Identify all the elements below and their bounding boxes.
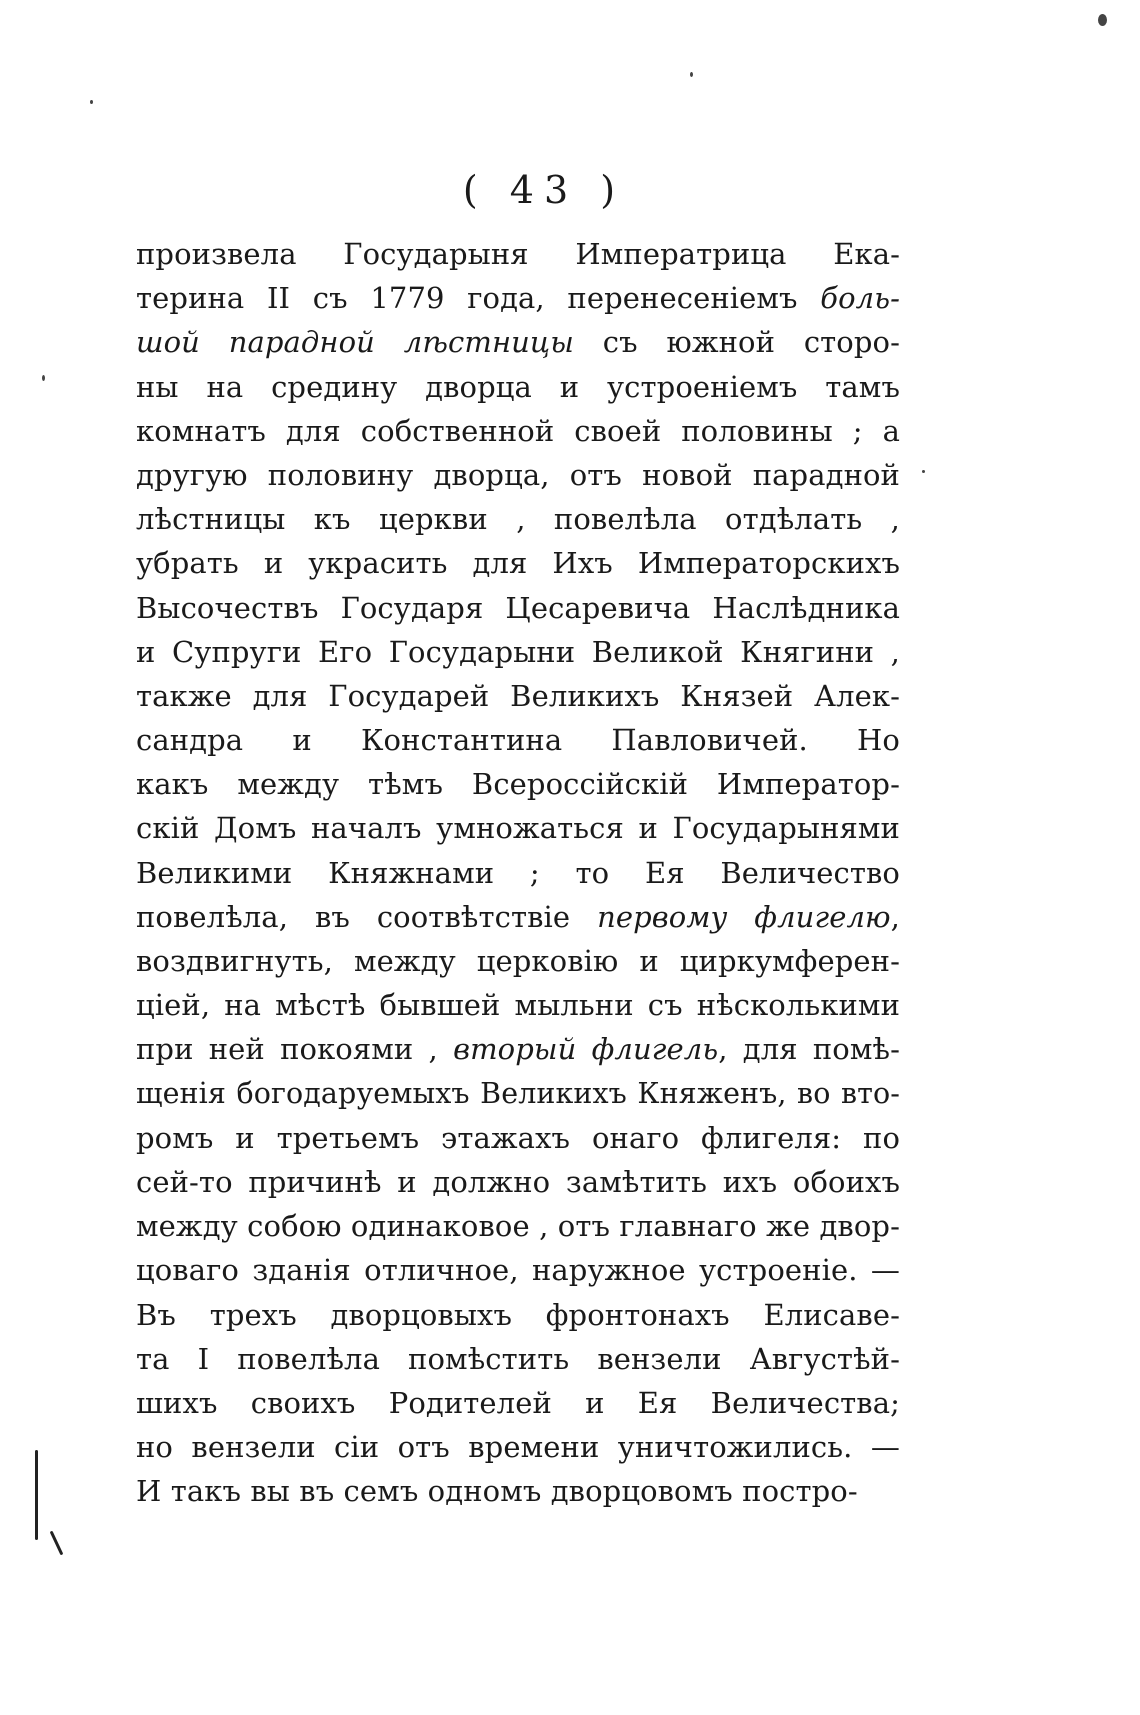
text-segment: при ней покоями ,	[136, 1032, 454, 1067]
text-segment: лѣстницы къ церкви , повелѣла отдѣлать ,	[136, 502, 900, 537]
text-segment: убрать и украсить для Ихъ Императорскихъ	[136, 546, 900, 581]
ink-speck	[1098, 14, 1107, 26]
text-segment: какъ между тѣмъ Всероссійскій Император-	[136, 767, 900, 802]
text-segment: ромъ и третьемъ этажахъ онаго флигеля: по	[136, 1120, 900, 1155]
text-line	[136, 1293, 900, 1337]
text-line	[136, 409, 900, 453]
text-line	[136, 1116, 900, 1160]
text-segment: И такъ вы въ семъ одномъ дворцовомъ постро-	[136, 1474, 858, 1509]
text-line	[136, 851, 900, 895]
text-segment: съ южной сторо-	[573, 325, 900, 360]
text-segment: Высочествъ Государя Цесаревича Наслѣдника	[136, 590, 900, 625]
text-line	[136, 1248, 900, 1292]
text-segment: Великими Княжнами ; то Ея Величество	[136, 855, 900, 890]
text-segment: но вензели сіи отъ времени уничтожились. —	[136, 1430, 900, 1465]
text-line	[136, 1027, 900, 1071]
text-line	[136, 718, 900, 762]
ink-speck	[90, 100, 93, 104]
italic-text: шой парадной лѣстницы	[136, 325, 574, 360]
text-segment: повелѣла, въ соотвѣтствіе	[136, 899, 598, 934]
ink-speck	[42, 375, 45, 381]
text-line	[136, 1160, 900, 1204]
text-line	[136, 541, 900, 585]
text-segment: скій Домъ началъ умножаться и Государынями	[136, 811, 900, 846]
text-segment: ,	[890, 899, 900, 934]
text-line	[136, 586, 900, 630]
text-segment: произвела Государыня Императрица Ека-	[136, 237, 900, 271]
text-segment: ны на средину дворца и устроеніемъ тамъ	[136, 369, 900, 404]
text-segment: также для Государей Великихъ Князей Алек-	[136, 678, 900, 713]
text-line	[136, 806, 900, 850]
ink-speck	[922, 470, 925, 473]
text-line	[136, 497, 900, 541]
page-number: ( 43 )	[462, 168, 626, 212]
text-segment: Въ трехъ дворцовыхъ фронтонахъ Елисаве-	[136, 1297, 900, 1332]
text-line	[136, 232, 900, 276]
text-line	[136, 365, 900, 409]
text-line	[136, 895, 900, 939]
binding-edge-mark	[35, 1450, 38, 1540]
text-segment: комнатъ для собственной своей половины ; а	[136, 413, 900, 448]
text-line	[136, 453, 900, 497]
text-line	[136, 1425, 900, 1469]
italic-text: боль-	[820, 281, 900, 316]
text-line	[136, 762, 900, 806]
text-line	[136, 1204, 900, 1248]
text-segment: та I повелѣла помѣстить вензели Августѣй-	[136, 1341, 900, 1376]
text-segment: другую половину дворца, отъ новой парадной	[136, 457, 900, 492]
text-line	[136, 276, 900, 320]
text-segment: цоваго зданія отличное, наружное устроеніе. —	[136, 1253, 900, 1288]
text-line	[136, 1381, 900, 1425]
text-line	[136, 674, 900, 718]
text-segment: и Супруги Его Государыни Великой Княгини ,	[136, 634, 900, 669]
text-line	[136, 1072, 900, 1116]
text-segment: , для помѣ-	[718, 1032, 900, 1067]
text-segment: шихъ своихъ Родителей и Ея Величества;	[136, 1385, 900, 1420]
text-line	[136, 320, 900, 364]
body-text	[136, 232, 900, 1513]
text-line	[136, 1469, 900, 1513]
text-line	[136, 1337, 900, 1381]
text-segment: воздвигнуть, между церковію и циркумферен-	[136, 944, 900, 978]
text-line	[136, 939, 900, 983]
text-segment: щенія богодаруемыхъ Великихъ Княженъ, во вто-	[136, 1076, 900, 1110]
text-segment: сей-то причинѣ и должно замѣтить ихъ обоихъ	[136, 1164, 900, 1199]
italic-text: первому флигелю	[597, 899, 891, 934]
text-segment: терина II съ 1779 года, перенесеніемъ	[136, 281, 821, 316]
binding-edge-mark	[50, 1531, 64, 1556]
text-line	[136, 630, 900, 674]
text-segment: между собою одинаковое , отъ главнаго же двор-	[136, 1209, 900, 1244]
ink-speck	[690, 72, 693, 77]
text-segment: ціей, на мѣстѣ бывшей мыльни съ нѣсколькими	[136, 988, 900, 1023]
italic-text: вторый флигель	[453, 1032, 719, 1067]
text-segment: сандра и Константина Павловичей. Но	[136, 723, 900, 758]
text-line	[136, 983, 900, 1027]
